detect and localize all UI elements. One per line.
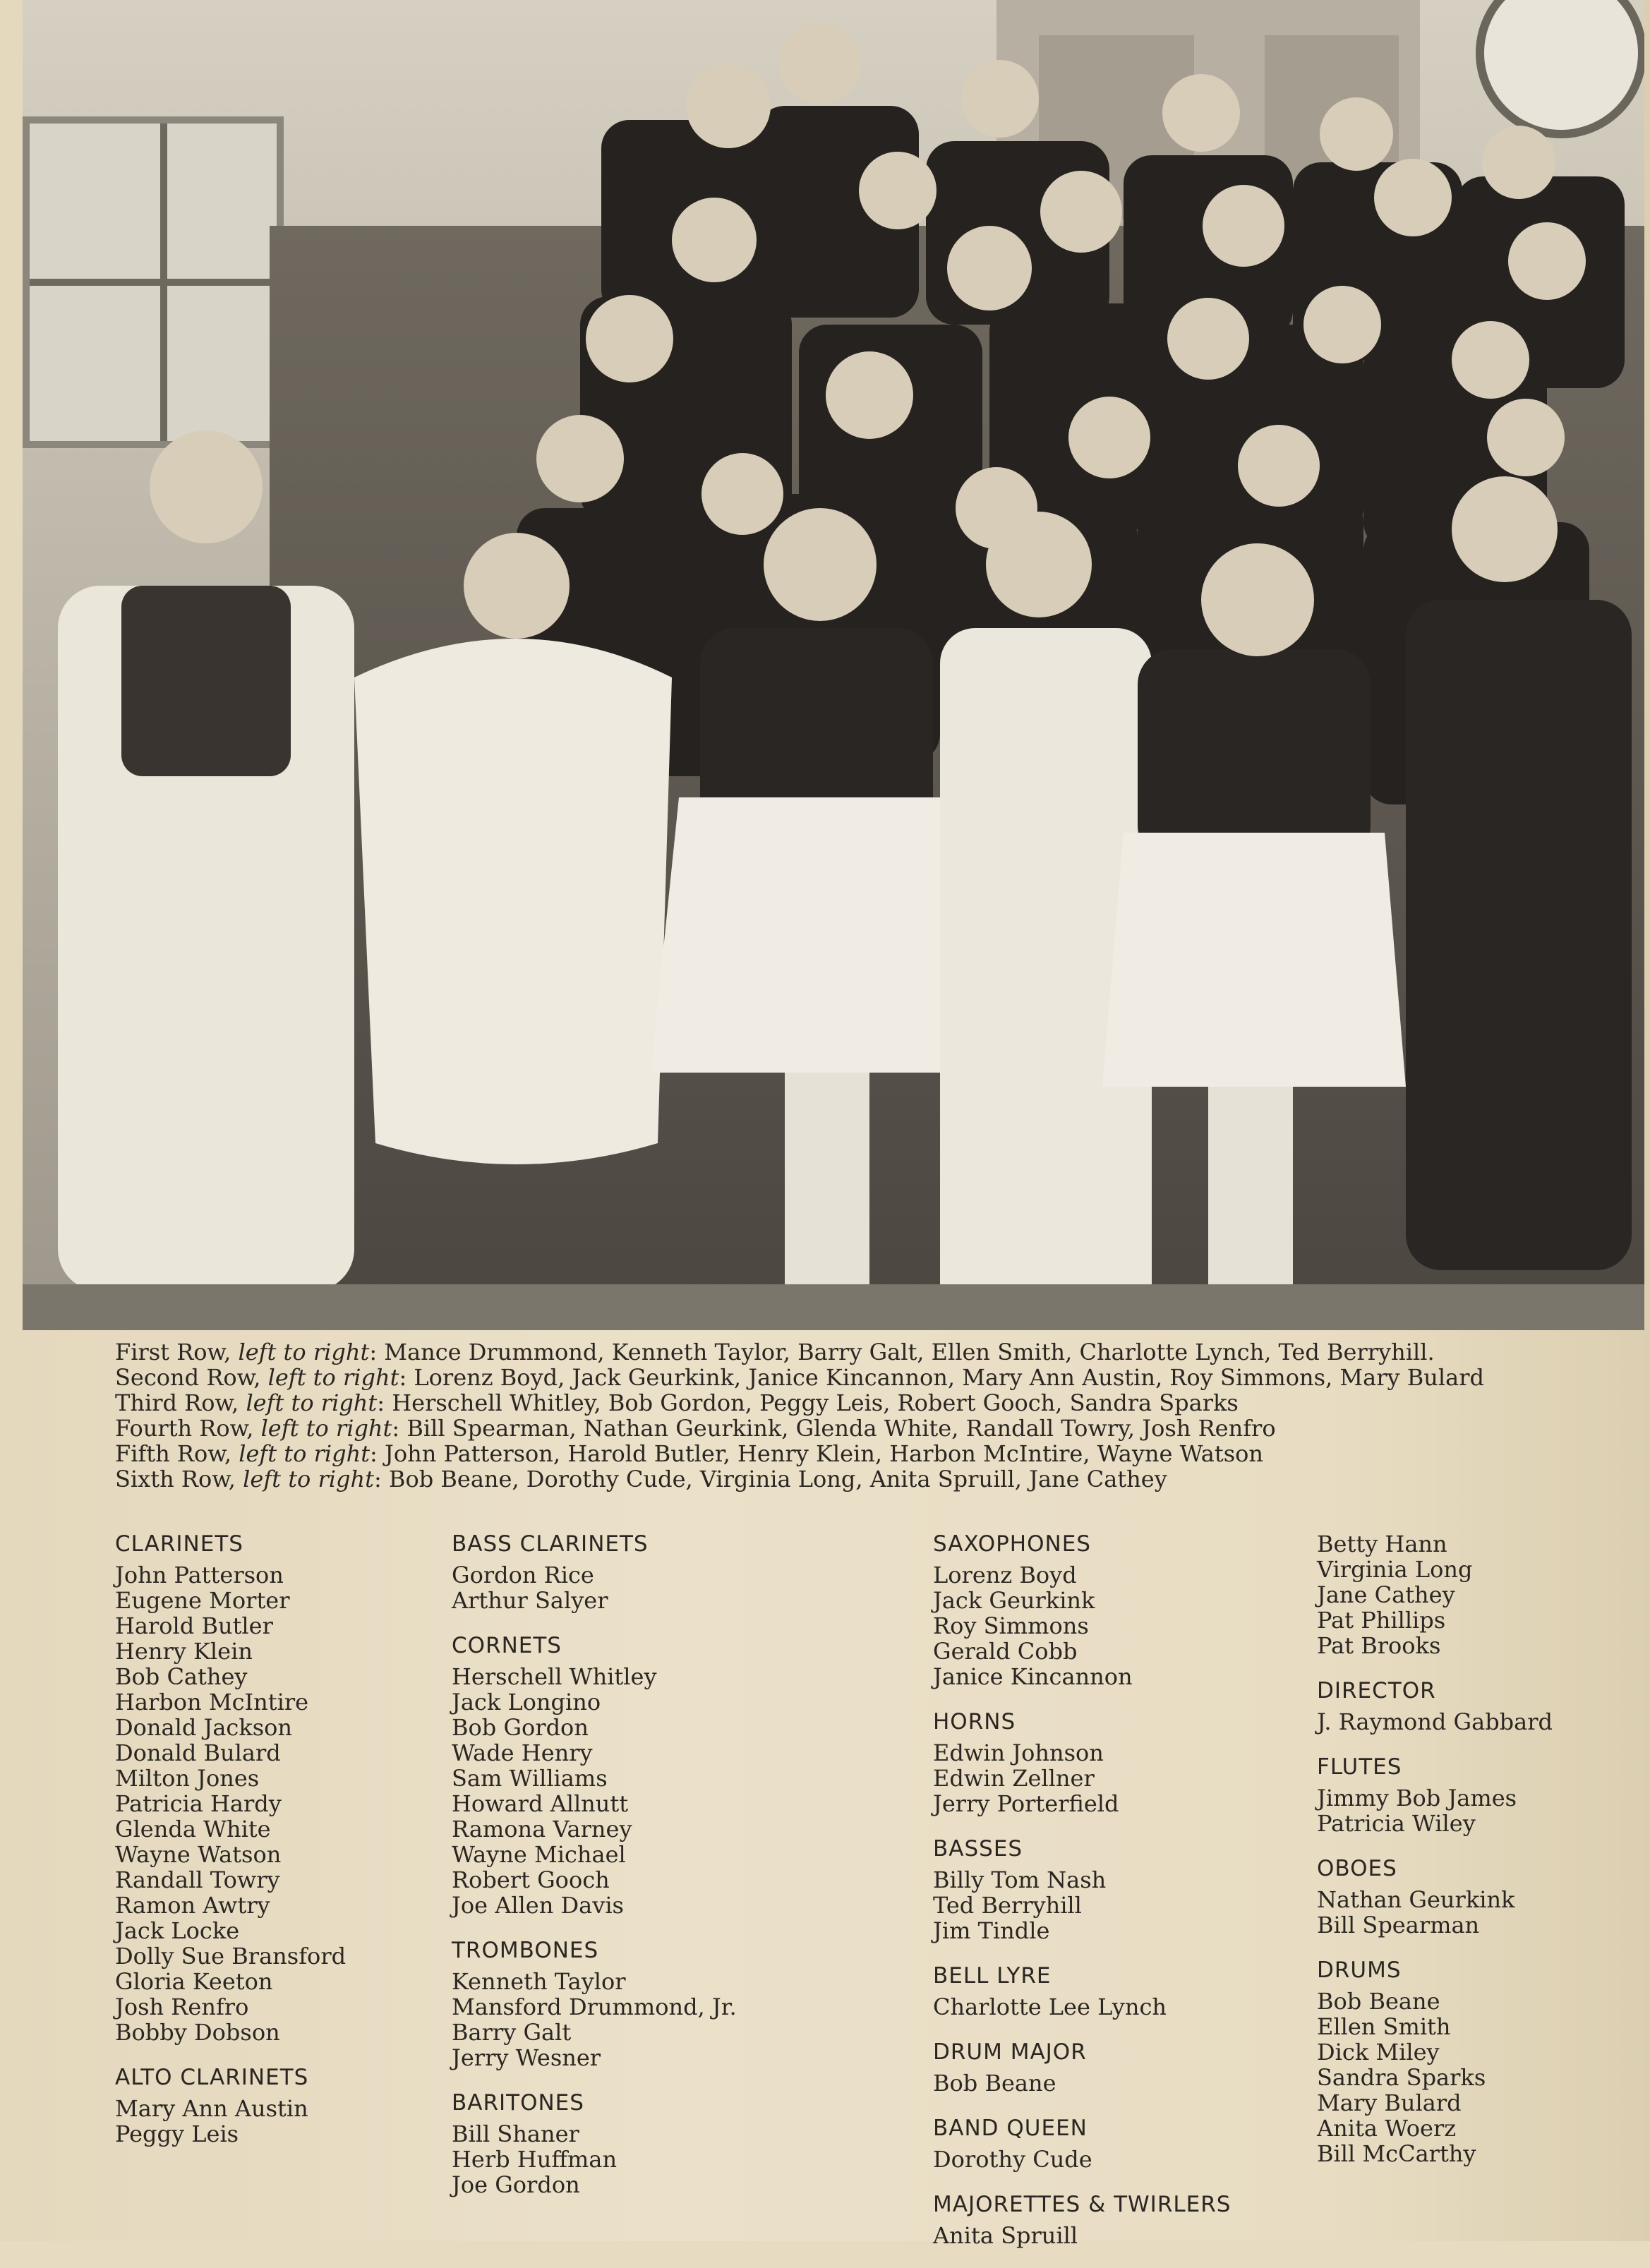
member-name: Bob Beane [1317, 1988, 1440, 2015]
member-name: Edwin Johnson [933, 1739, 1104, 1766]
roster-column-3 [933, 1531, 1231, 2268]
section-clarinets [115, 1531, 346, 2045]
member-name: John Patterson [115, 1562, 284, 1588]
sousaphone-shape [1480, 0, 1642, 134]
band-group-photo [23, 0, 1644, 1330]
member-name: Bob Gordon [452, 1714, 589, 1741]
member-name: Jimmy Bob James [1317, 1785, 1517, 1811]
member-name: Milton Jones [115, 1765, 260, 1792]
member-name: Gerald Cobb [933, 1638, 1078, 1665]
member-name: Herschell Whitley [452, 1663, 657, 1690]
member-name: Ted Berryhill [933, 1892, 1082, 1919]
section-baritones [452, 2090, 737, 2197]
member-name: Billy Tom Nash [933, 1866, 1107, 1893]
member-name: Charlotte Lee Lynch [933, 1993, 1167, 2020]
section-heading: BASS CLARINETS [452, 1531, 649, 1557]
member-name: Bill McCarthy [1317, 2140, 1476, 2167]
member-name: Sandra Sparks [1317, 2064, 1486, 2091]
member-name: Mary Bulard [1317, 2089, 1462, 2116]
member-name: Glenda White [115, 1816, 271, 1842]
section-alto-clarinets [115, 2065, 346, 2147]
section-basses [933, 1836, 1231, 1943]
member-name: Howard Allnutt [452, 1790, 629, 1817]
section-heading: DIRECTOR [1317, 1678, 1436, 1703]
photo-caption [115, 1339, 1562, 1492]
member-name: Pat Brooks [1317, 1632, 1441, 1659]
section-heading: FLUTES [1317, 1754, 1402, 1780]
member-name: Kenneth Taylor [452, 1968, 626, 1995]
member-name: Harbon McIntire [115, 1689, 309, 1715]
section-heading: CORNETS [452, 1633, 562, 1658]
member-name: J. Raymond Gabbard [1317, 1708, 1553, 1735]
member-name: Nathan Geurkink [1317, 1886, 1515, 1913]
member-name: Bob Cathey [115, 1663, 248, 1690]
section-heading: HORNS [933, 1709, 1016, 1735]
member-name: Anita Woerz [1317, 2115, 1457, 2142]
member-name: Roy Simmons [933, 1612, 1089, 1639]
section-heading: MAJORETTES & TWIRLERS [933, 2192, 1232, 2217]
section-flutes [1317, 1754, 1553, 1836]
roster-column-2 [452, 1531, 737, 2217]
member-name: Jack Geurkink [933, 1587, 1095, 1614]
member-name: Jerry Wesner [452, 2044, 601, 2071]
member-name: Bobby Dobson [115, 2019, 280, 2046]
member-name: Ramon Awtry [115, 1892, 270, 1919]
member-name: Dorothy Cude [933, 2146, 1092, 2173]
member-name: Ellen Smith [1317, 2013, 1451, 2040]
member-name: Sam Williams [452, 1765, 608, 1792]
section-drums [1317, 1958, 1553, 2166]
member-name: Eugene Morter [115, 1587, 290, 1614]
section-oboes [1317, 1856, 1553, 1938]
member-name: Jack Longino [452, 1689, 601, 1715]
member-name: Dolly Sue Bransford [115, 1943, 347, 1970]
section-heading: ALTO CLARINETS [115, 2065, 309, 2090]
section-heading: BAND QUEEN [933, 2116, 1088, 2141]
section-horns [933, 1709, 1231, 1816]
section-heading: DRUMS [1317, 1958, 1402, 1983]
member-name: Ramona Varney [452, 1816, 632, 1842]
section-saxophones [933, 1531, 1231, 1689]
section-heading: BASSES [933, 1836, 1023, 1862]
member-name: Herb Huffman [452, 2146, 618, 2173]
caption-row: Fourth Row, left to right: Bill Spearman, Nathan Geurkink, Glenda White, Randall Towry, Josh Renfro [115, 1415, 1276, 1442]
member-name: Gloria Keeton [115, 1968, 273, 1995]
member-name: Bill Shaner [452, 2121, 579, 2147]
member-name: Gordon Rice [452, 1562, 594, 1588]
member-name: Peggy Leis [115, 2121, 239, 2147]
member-name: Randall Towry [115, 1866, 280, 1893]
section-drum-major [933, 2039, 1231, 2096]
member-name: Janice Kincannon [933, 1663, 1133, 1690]
member-name: Anita Spruill [933, 2222, 1078, 2249]
member-name: Jim Tindle [933, 1917, 1050, 1944]
member-name: Mary Ann Austin [115, 2095, 308, 2122]
member-name: Arthur Salyer [452, 1587, 608, 1614]
roster-column-4 [1317, 1531, 1553, 2186]
section-heading: CLARINETS [115, 1531, 243, 1557]
member-name: Josh Renfro [115, 1993, 249, 2020]
section-continued [1317, 1531, 1553, 1658]
section-heading: OBOES [1317, 1856, 1397, 1881]
member-name: Bob Beane [933, 2070, 1056, 2097]
roster-column-1 [115, 1531, 346, 2166]
member-name: Henry Klein [115, 1638, 253, 1665]
section-heading: BARITONES [452, 2090, 584, 2116]
section-bass-clarinets [452, 1531, 737, 1613]
member-name: Wayne Michael [452, 1841, 626, 1868]
section-cornets [452, 1633, 737, 1918]
section-director [1317, 1678, 1553, 1735]
member-name: Dick Miley [1317, 2039, 1440, 2065]
member-name: Lorenz Boyd [933, 1562, 1077, 1588]
member-name: Barry Galt [452, 2019, 572, 2046]
member-name: Patricia Hardy [115, 1790, 282, 1817]
member-name: Bill Spearman [1317, 1912, 1480, 1938]
section-heading: BELL LYRE [933, 1963, 1052, 1989]
section-heading: SAXOPHONES [933, 1531, 1091, 1557]
section-heading: DRUM MAJOR [933, 2039, 1087, 2065]
member-name: Donald Bulard [115, 1739, 281, 1766]
member-name: Harold Butler [115, 1612, 273, 1639]
caption-row: First Row, left to right: Mance Drummond, Kenneth Taylor, Barry Galt, Ellen Smith, Charlotte Lynch, Ted Berryhill. [115, 1339, 1435, 1365]
section-trombones [452, 1938, 737, 2070]
section-band-queen [933, 2116, 1231, 2172]
section-heading: TROMBONES [452, 1938, 599, 1963]
section-majorettes-twirlers [933, 2192, 1231, 2248]
member-name: Jerry Porterfield [933, 1790, 1119, 1817]
member-name: Mansford Drummond, Jr. [452, 1993, 737, 2020]
member-name: Jane Cathey [1317, 1581, 1455, 1608]
caption-row: Fifth Row, left to right: John Patterson, Harold Butler, Henry Klein, Harbon McIntire, Wayne Watson [115, 1440, 1263, 1467]
member-name: Wayne Watson [115, 1841, 282, 1868]
member-name: Betty Hann [1317, 1531, 1447, 1557]
member-name: Joe Gordon [452, 2171, 580, 2198]
section-bell-lyre [933, 1963, 1231, 2020]
caption-row: Third Row, left to right: Herschell Whitley, Bob Gordon, Peggy Leis, Robert Gooch, Sandra Sparks [115, 1389, 1239, 1416]
member-name: Pat Phillips [1317, 1607, 1446, 1634]
member-name: Donald Jackson [115, 1714, 293, 1741]
member-name: Joe Allen Davis [452, 1892, 624, 1919]
caption-row: Sixth Row, left to right: Bob Beane, Dorothy Cude, Virginia Long, Anita Spruill, Jane Cathey [115, 1466, 1167, 1492]
member-name: Wade Henry [452, 1739, 593, 1766]
member-name: Edwin Zellner [933, 1765, 1095, 1792]
member-name: Jack Locke [115, 1917, 240, 1944]
caption-row: Second Row, left to right: Lorenz Boyd, Jack Geurkink, Janice Kincannon, Mary Ann Austin, Roy Simmons, Mary Bulard [115, 1364, 1484, 1391]
member-name: Robert Gooch [452, 1866, 610, 1893]
member-name: Virginia Long [1317, 1556, 1473, 1583]
member-name: Patricia Wiley [1317, 1810, 1476, 1837]
photo-illustration [23, 0, 1644, 1330]
